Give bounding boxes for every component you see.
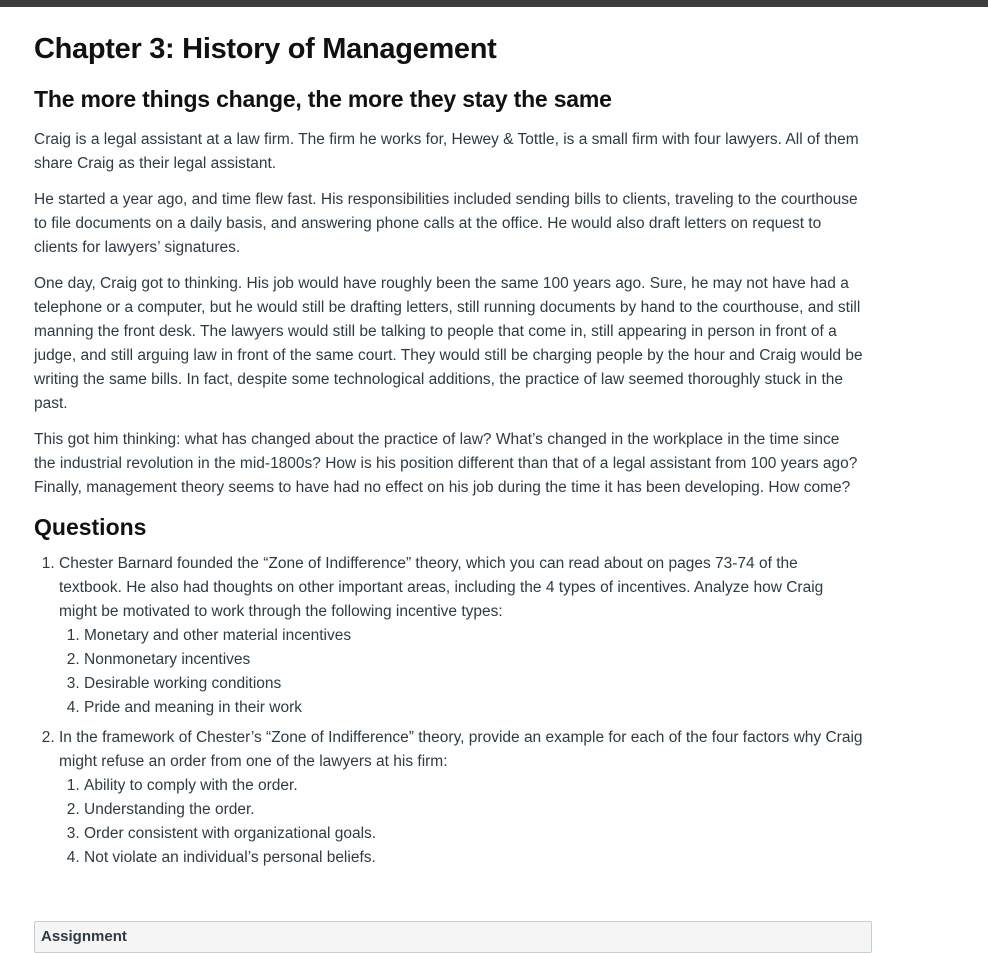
paragraph-4: This got him thinking: what has changed about the practice of law? What’s changed in the workplace in the time since the industrial revolution in the mid-1800s? How is his position different than that of a legal assistant from 100 years ago? Finally, management theory seems to have had no effect on his job during the time it has been developing. How come? <box>34 431 858 496</box>
top-bar <box>0 0 988 7</box>
questions-heading: Questions <box>34 514 147 540</box>
assignment-label: Assignment <box>41 928 127 945</box>
question-1-item-1: 1. Monetary and other material incentives <box>84 624 864 648</box>
question-1-item-2: 2. Nonmonetary incentives <box>84 648 864 672</box>
page-content <box>34 30 864 876</box>
chapter-title: Chapter 3: History of Management <box>34 33 497 65</box>
paragraph-3: One day, Craig got to thinking. His job would have roughly been the same 100 years ago. Sure, he may not have had a telephone or a computer, but he would still be drafting letters, still running documents by hand to the courthouse, and still manning the front desk. The lawyers would still be talking to people that come in, still appearing in person in front of a judge, and still arguing law in front of the same court. They would still be charging people by the hour and Craig would be writing the same bills. In fact, despite some technological additions, the practice of law seemed thoroughly stuck in the past. <box>34 275 863 412</box>
paragraph-2: He started a year ago, and time flew fast. His responsibilities included sending bills to clients, traveling to the courthouse to file documents on a daily basis, and answering phone calls at the office. He would also draft letters on request to clients for lawyers’ signatures. <box>34 191 858 256</box>
question-2-text: In the framework of Chester’s “Zone of Indifference” theory, provide an example for each of the four factors why Craig might refuse an order from one of the lawyers at his firm: <box>59 729 863 770</box>
question-2-item-2: 2. Understanding the order. <box>84 798 864 822</box>
question-1-item-3: 3. Desirable working conditions <box>84 672 864 696</box>
question-2-item-4: 4. Not violate an individual’s personal beliefs. <box>84 846 864 870</box>
question-1-text: Chester Barnard founded the “Zone of Indifference” theory, which you can read about on pages 73-74 of the textbook. He also had thoughts on other important areas, including the 4 types of incentives. Analyze how Craig might be motivated to work through the following incentive types: <box>59 555 824 620</box>
question-2-items <box>59 774 864 870</box>
case-title: The more things change, the more they stay the same <box>34 86 612 112</box>
question-2-item-1: 1. Ability to comply with the order. <box>84 774 864 798</box>
question-1-item-4: 4. Pride and meaning in their work <box>84 696 864 720</box>
questions-list <box>34 552 864 870</box>
assignment-box <box>34 921 872 953</box>
question-2 <box>59 726 864 870</box>
paragraph-1: Craig is a legal assistant at a law firm. The firm he works for, Hewey & Tottle, is a small firm with four lawyers. All of them share Craig as their legal assistant. <box>34 131 859 172</box>
question-1 <box>59 552 864 720</box>
question-1-items <box>59 624 864 720</box>
question-2-item-3: 3. Order consistent with organizational goals. <box>84 822 864 846</box>
